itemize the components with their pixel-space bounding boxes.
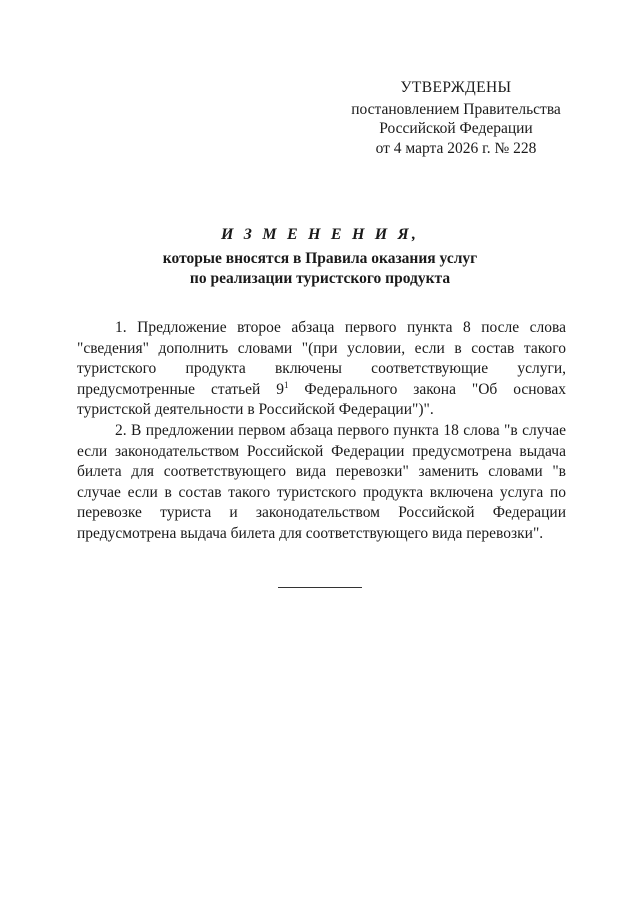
document-subtitle bbox=[0, 249, 640, 288]
document-title: И З М Е Н Е Н И Я, bbox=[220, 226, 420, 243]
approval-line-3: от 4 марта 2026 г. № 228 bbox=[375, 139, 537, 157]
item-number: 1. bbox=[115, 319, 127, 336]
list-item bbox=[77, 318, 566, 421]
subtitle-line-2: по реализации туристского продукта bbox=[189, 269, 451, 287]
item-text: Предложение второе абзаца первого пункта 8 после слова "сведения" дополнить словами "(при условии, если в состав такого туристского продукта включены соответствующие услуги, предусмотренные статьей 9 bbox=[77, 319, 566, 398]
approval-stamp: УТВЕРЖДЕНЫ bbox=[400, 79, 512, 96]
approval-line-1: постановлением Правительства bbox=[351, 100, 561, 118]
approval-block bbox=[340, 78, 572, 158]
item-text-continued: Федерального закона "Об основах туристской деятельности в Российской Федерации")". bbox=[77, 380, 566, 419]
footnote-superscript: 1 bbox=[283, 379, 289, 390]
subtitle-line-1: которые вносятся в Правила оказания услуг bbox=[162, 250, 478, 267]
approval-line-2: Российской Федерации bbox=[379, 120, 533, 137]
item-text: В предложении первом абзаца первого пункта 18 слова "в случае если законодательством Российской Федерации предусмотрена выдача билета для соответствующего вида перевозки" заменить словами "в случае если в состав такого туристского продукта включена услуга по перевозке туриста и законодательством Российской Федерации предусмотрена выдача билета для соответствующего вида перевозки". bbox=[77, 421, 566, 542]
item-number: 2. bbox=[115, 421, 127, 439]
document-body bbox=[77, 318, 566, 545]
list-item bbox=[77, 421, 566, 545]
end-divider bbox=[278, 587, 362, 588]
